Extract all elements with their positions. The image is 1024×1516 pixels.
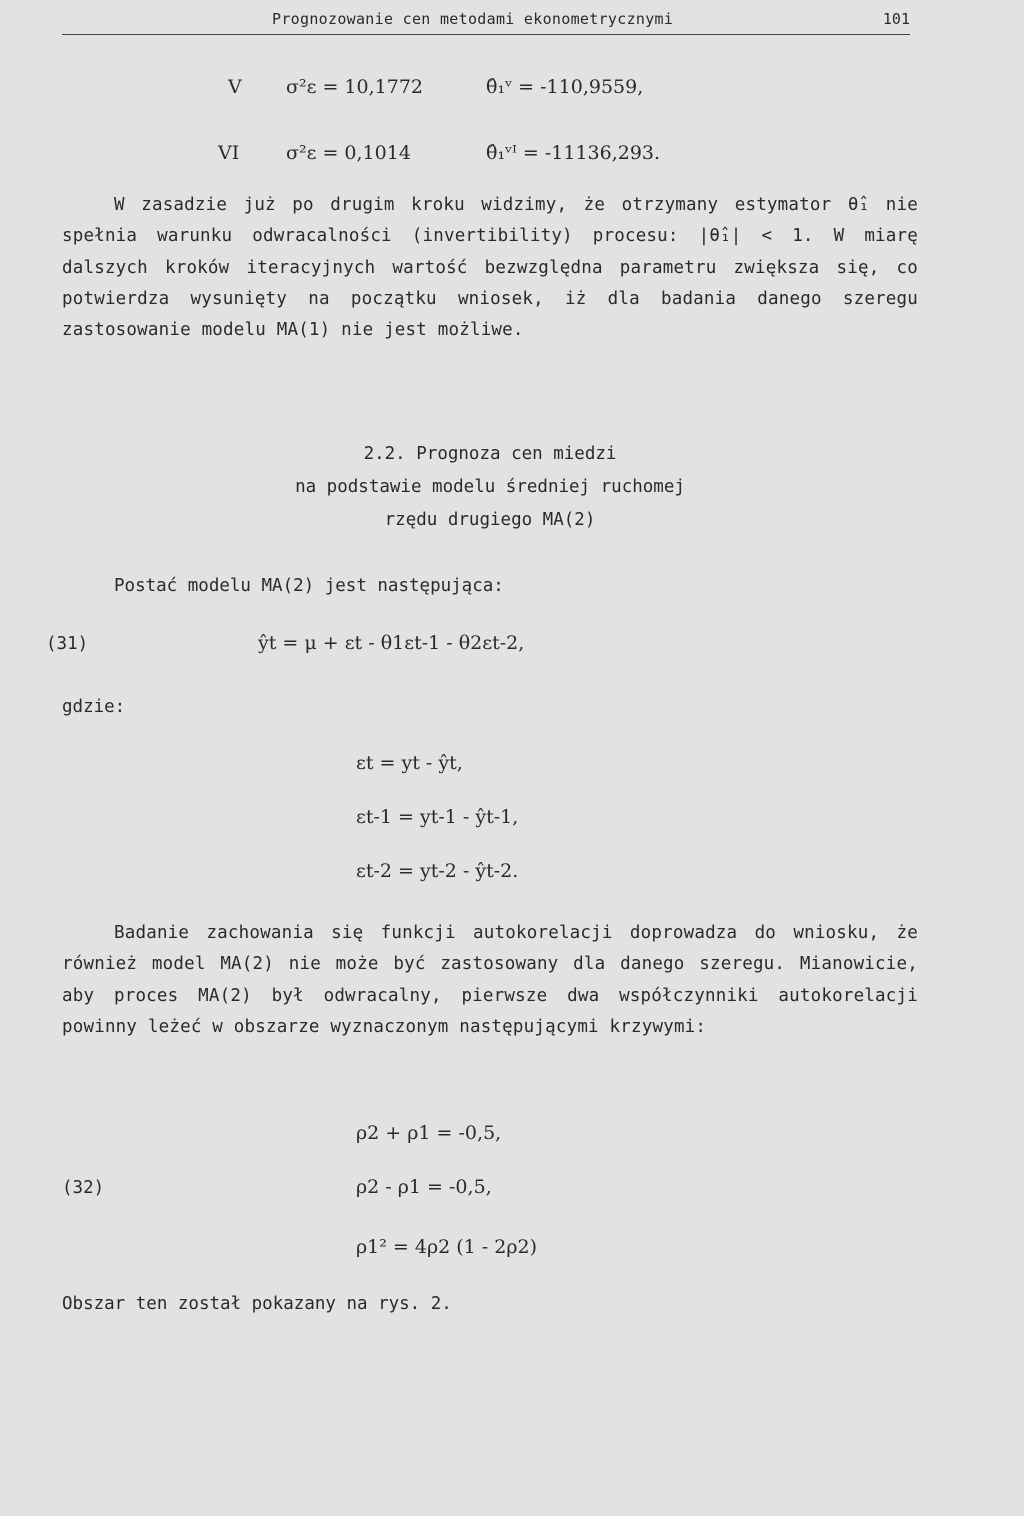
estimate-sigma-v: σ²ε = 10,1772 (286, 76, 423, 98)
closing-line: Obszar ten został pokazany na rys. 2. (62, 1294, 452, 1314)
header-title: Prognozowanie cen metodami ekonometrycznymi (272, 10, 674, 28)
section-heading-line-1: 2.2. Prognoza cen miedzi (363, 444, 617, 464)
running-header (62, 8, 910, 35)
estimate-label-vi: VI (218, 142, 240, 164)
where-label: gdzie: (62, 697, 126, 717)
equation-31-number: (31) (46, 634, 89, 654)
page-number: 101 (882, 10, 910, 28)
equation-32-line-1: ρ2 + ρ1 = -0,5, (356, 1122, 502, 1144)
estimate-theta-vi: θ̂₁ᵛᴵ = -11136,293. (486, 142, 661, 164)
equation-32-line-3: ρ1² = 4ρ2 (1 - 2ρ2) (356, 1236, 538, 1258)
estimate-theta-v: θ̂₁ᵛ = -110,9559, (486, 76, 644, 98)
equation-32-number: (32) (62, 1178, 105, 1198)
estimate-label-v: V (228, 76, 242, 98)
estimate-sigma-vi: σ²ε = 0,1014 (286, 142, 411, 164)
section-heading (62, 438, 918, 537)
model-intro: Postać modelu MA(2) jest następująca: (114, 576, 504, 596)
paragraph-invertibility: W zasadzie już po drugim kroku widzimy, że otrzymany estymator θ̂₁ nie spełnia warunku odwracalności (invertibility) procesu: |θ̂₁| < 1. W miarę dalszych kroków iteracyjnych wartość bezwzględna parametru zwiększa się, co potwierdza wysunięty na początku wniosek, iż dla badania danego szeregu zastosowanie modelu MA(1) nie jest możliwe. (62, 195, 918, 341)
estimate-row-vi (218, 142, 660, 164)
definition-eps-t-2: εt-2 = yt-2 - ŷt-2. (356, 860, 519, 882)
equation-32-line-2: ρ2 - ρ1 = -0,5, (356, 1176, 492, 1198)
estimate-row-v (228, 76, 643, 98)
definition-eps-t: εt = yt - ŷt, (356, 752, 463, 774)
definition-eps-t-1: εt-1 = yt-1 - ŷt-1, (356, 806, 519, 828)
equation-31: ŷt = μ + εt - θ1εt-1 - θ2εt-2, (258, 632, 525, 654)
paragraph-autocorrelation: Badanie zachowania się funkcji autokorelacji doprowadza do wniosku, że również model MA(2) nie może być zastosowany dla danego szeregu. Mianowicie, aby proces MA(2) był odwracalny, pierwsze dwa współczynniki autokorelacji powinny leżeć w obszarze wyznaczonym następującymi krzywymi: (62, 923, 918, 1037)
section-heading-line-3: rzędu drugiego MA(2) (384, 510, 596, 530)
section-heading-line-2: na podstawie modelu średniej ruchomej (295, 477, 685, 497)
